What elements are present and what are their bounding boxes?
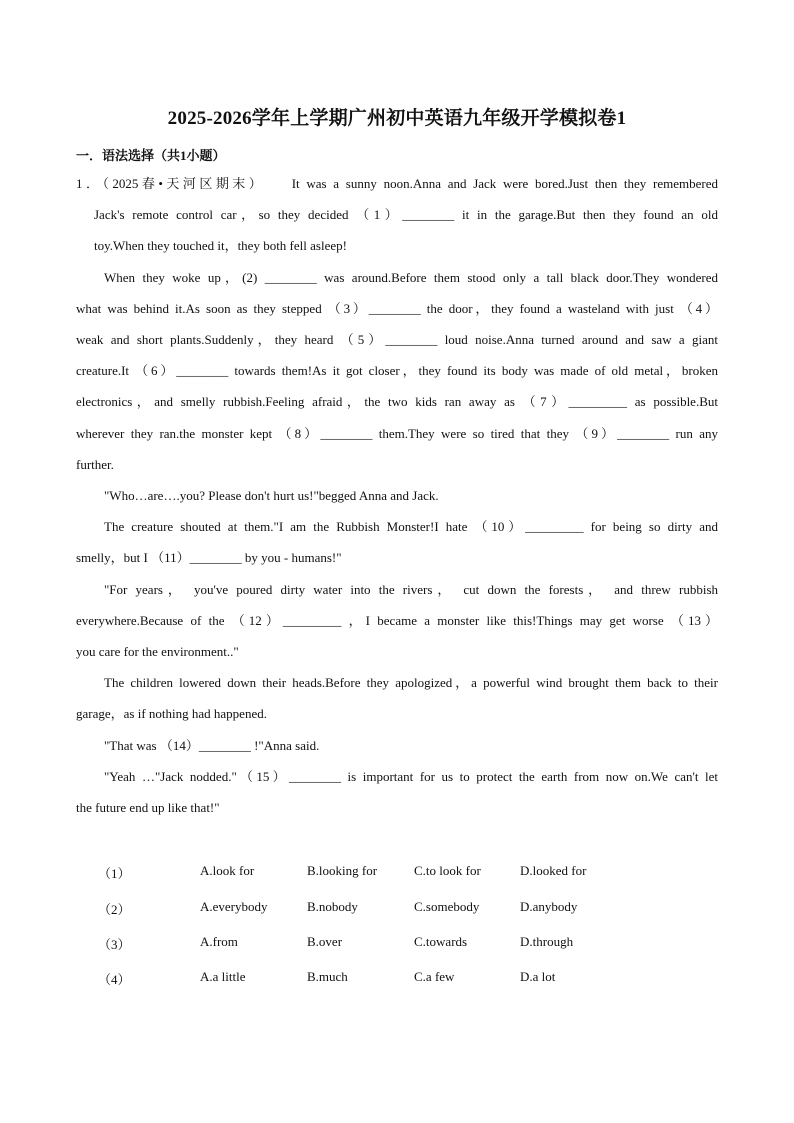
option-d: D.anybody <box>520 899 578 914</box>
passage-line: The creature shouted at them."I am the Rubbish Monster!I hate （10）_________ for being so dirty and <box>104 519 718 534</box>
option-b: B.over <box>307 934 343 949</box>
option-c: C.a few <box>414 969 455 984</box>
option-d: D.looked for <box>520 863 587 878</box>
page-title: 2025-2026学年上学期广州初中英语九年级开学模拟卷1 <box>167 108 627 129</box>
question-number: （1） <box>98 866 131 881</box>
passage-line: the future end up like that!" <box>76 800 220 815</box>
option-row <box>0 899 794 917</box>
passage-line: garage，as if nothing had happened. <box>76 706 267 721</box>
option-c: C.towards <box>414 934 468 949</box>
passage-line: "That was （14）________ !"Anna said. <box>104 738 320 753</box>
passage-line: weak and short plants.Suddenly，they heard （5）________ loud noise.Anna turned around and saw a giant <box>76 332 718 347</box>
passage-line: "Yeah …"Jack nodded."（15）________ is important for us to protect the earth from now on.We can't let <box>104 769 718 784</box>
option-b: B.looking for <box>307 863 378 878</box>
option-b: B.much <box>307 969 348 984</box>
option-a: A.everybody <box>200 899 268 914</box>
passage-line: When they woke up，(2) ________ was around.Before them stood only a tall black door.They wondered <box>104 270 718 285</box>
passage-line: smelly，but I （11）________ by you - humans!" <box>76 550 342 565</box>
question-number: （3） <box>98 937 131 952</box>
option-b: B.nobody <box>307 899 358 914</box>
passage-line: wherever they ran.the monster kept （8）________ them.They were so tired that they （9）________ run any <box>76 426 718 441</box>
passage-line: you care for the environment.." <box>76 644 239 659</box>
passage-line: creature.It （6）________ towards them!As it got closer，they found its body was made of old metal，broken <box>76 363 718 378</box>
passage-line: 1．（2025春•天河区期末） It was a sunny noon.Anna and Jack were bored.Just then they remembered <box>76 176 718 191</box>
passage-line: Jack's remote control car，so they decided （1）________ it in the garage.But then they found an old <box>94 207 718 222</box>
option-a: A.from <box>200 934 238 949</box>
option-c: C.to look for <box>414 863 481 878</box>
question-number: （2） <box>98 902 131 917</box>
option-d: D.a lot <box>520 969 556 984</box>
option-a: A.a little <box>200 969 246 984</box>
section-heading: 一．语法选择（共1小题） <box>76 148 226 163</box>
passage-line: The children lowered down their heads.Before they apologized，a powerful wind brought them back to their <box>104 675 718 690</box>
passage-line: toy.When they touched it，they both fell asleep! <box>94 238 347 253</box>
passage-line: "Who…are….you? Please don't hurt us!"begged Anna and Jack. <box>104 488 439 503</box>
option-row <box>0 934 794 952</box>
option-row <box>0 863 794 881</box>
passage-line: "For years， you've poured dirty water into the rivers， cut down the forests， and threw rubbish <box>104 582 718 597</box>
passage-line: what was behind it.As soon as they stepped （3）________ the door，they found a wasteland with just （4） <box>76 301 718 316</box>
option-d: D.through <box>520 934 574 949</box>
option-c: C.somebody <box>414 899 480 914</box>
option-a: A.look for <box>200 863 255 878</box>
passage-line: everywhere.Because of the （12）_________ ，I became a monster like this!Things may get worse （13） <box>76 613 718 628</box>
passage-line: electronics，and smelly rubbish.Feeling afraid，the two kids ran away as （7）_________ as possible.But <box>76 394 718 409</box>
option-row <box>0 969 794 987</box>
passage-line: further. <box>76 457 114 472</box>
question-number: （4） <box>98 972 131 987</box>
